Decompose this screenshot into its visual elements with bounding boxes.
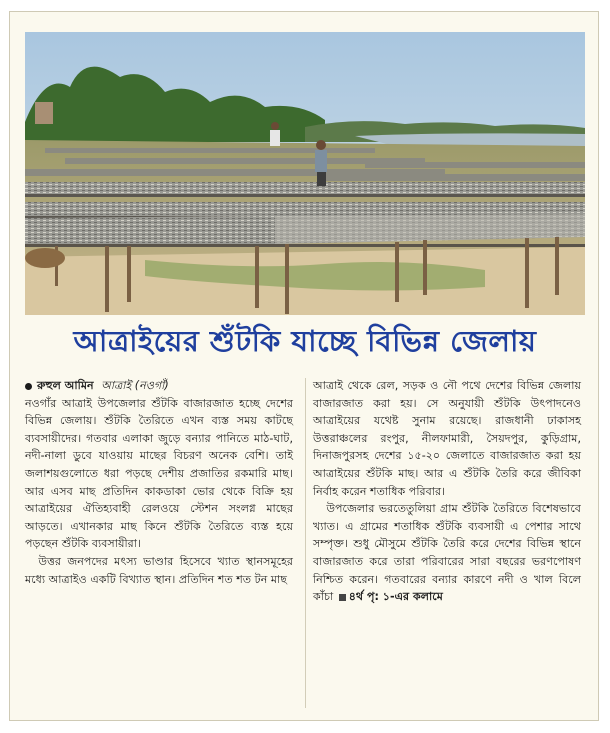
article-column-right	[313, 377, 581, 606]
body-paragraph: নওগাঁর আত্রাই উপজেলার শুঁটকি বাজারজাত হচ্ছে দেশের বিভিন্ন জেলায়। শুঁটকি তৈরিতে এখন ব্যস্ত সময় কাটছে ব্যবসায়ীদের। গতবার এলাকা জুড়ে বন্যার পানিতে মাঠ-ঘাট, নদী-নালা ডুবে যাওয়ায় মাছের বিচরণ অনেক বেশি। তাই জলাশয়গুলোতে ধরা পড়ছে দেশীয় প্রজাতির রকমারি মাছ। আর এসব মাছ প্রতিদিন কাকডাকা ভোর থেকে বিক্রি হয় আত্রাইয়ের ঐতিহ্যবাহী রেলওয়ে স্টেশন সংলগ্ন মাছের আড়তে। এখানকার মাছ কিনে শুঁটকি তৈরিতে ব্যস্ত হয়ে পড়ছেন শুঁটকি ব্যবসায়ীরা।	[25, 396, 293, 551]
byline-location: আত্রাই (নওগাঁ)	[101, 379, 169, 392]
body-paragraph-text: উপজেলার ভরতেতুলিয়া গ্রাম শুঁটকি তৈরিতে বিশেষভাবে খ্যাত। এ গ্রামের শতাধিক শুঁটকি ব্যবসায়ী এ পেশার সাথে সম্পৃক্ত। শুধু মৌসুমে শুঁটকি তৈরি করে দেশের বিভিন্ন স্থানে বাজারজাত করে তারা পরিবারের সারা বছরের ভরণপোষণ নিশ্চিত করেন। গতবারের বন্যার কারণে নদী ও খাল বিলে কাঁচা	[313, 502, 581, 604]
fish-drying-racks-photo	[25, 32, 585, 315]
byline	[25, 377, 293, 395]
column-divider	[305, 378, 306, 708]
body-paragraph	[313, 500, 581, 606]
article-headline: আত্রাইয়ের শুঁটকি যাচ্ছে বিভিন্ন জেলায়	[73, 324, 537, 358]
square-bullet-icon	[339, 594, 346, 601]
newspaper-clipping	[9, 11, 599, 721]
article-column-left	[25, 377, 293, 588]
bullet-icon	[25, 383, 32, 390]
body-paragraph: উত্তর জনপদের মৎস্য ভাণ্ডার হিসেবে খ্যাত স্থানসমূহের মধ্যে আত্রাইও একটি বিখ্যাত স্থান। প্রতিদিন শত শত টন মাছ	[25, 554, 293, 586]
continued-note: ৪র্থ পৃ: ১-এর কলামে	[348, 590, 443, 604]
byline-author: রুহুল আমিন	[37, 379, 94, 392]
body-paragraph: আত্রাই থেকে রেল, সড়ক ও নৌ পথে দেশের বিভিন্ন জেলায় বাজারজাত করা হয়। সে অনুযায়ী শুঁটকি উৎপাদনেও আত্রাইয়ের যথেষ্ট সুনাম রয়েছে। রাজধানী ঢাকাসহ উত্তরাঞ্চলের রংপুর, নীলফামারী, সৈয়দপুর, কুড়িগ্রাম, দিনাজপুরসহ দেশের ১৫-২০ জেলাতে বাজারজাত করা হয় আত্রাইয়ের শুঁটকি মাছ। আর এ শুঁটকি তৈরি করে জীবিকা নির্বাহ করেন শতাধিক পরিবার।	[313, 379, 581, 498]
